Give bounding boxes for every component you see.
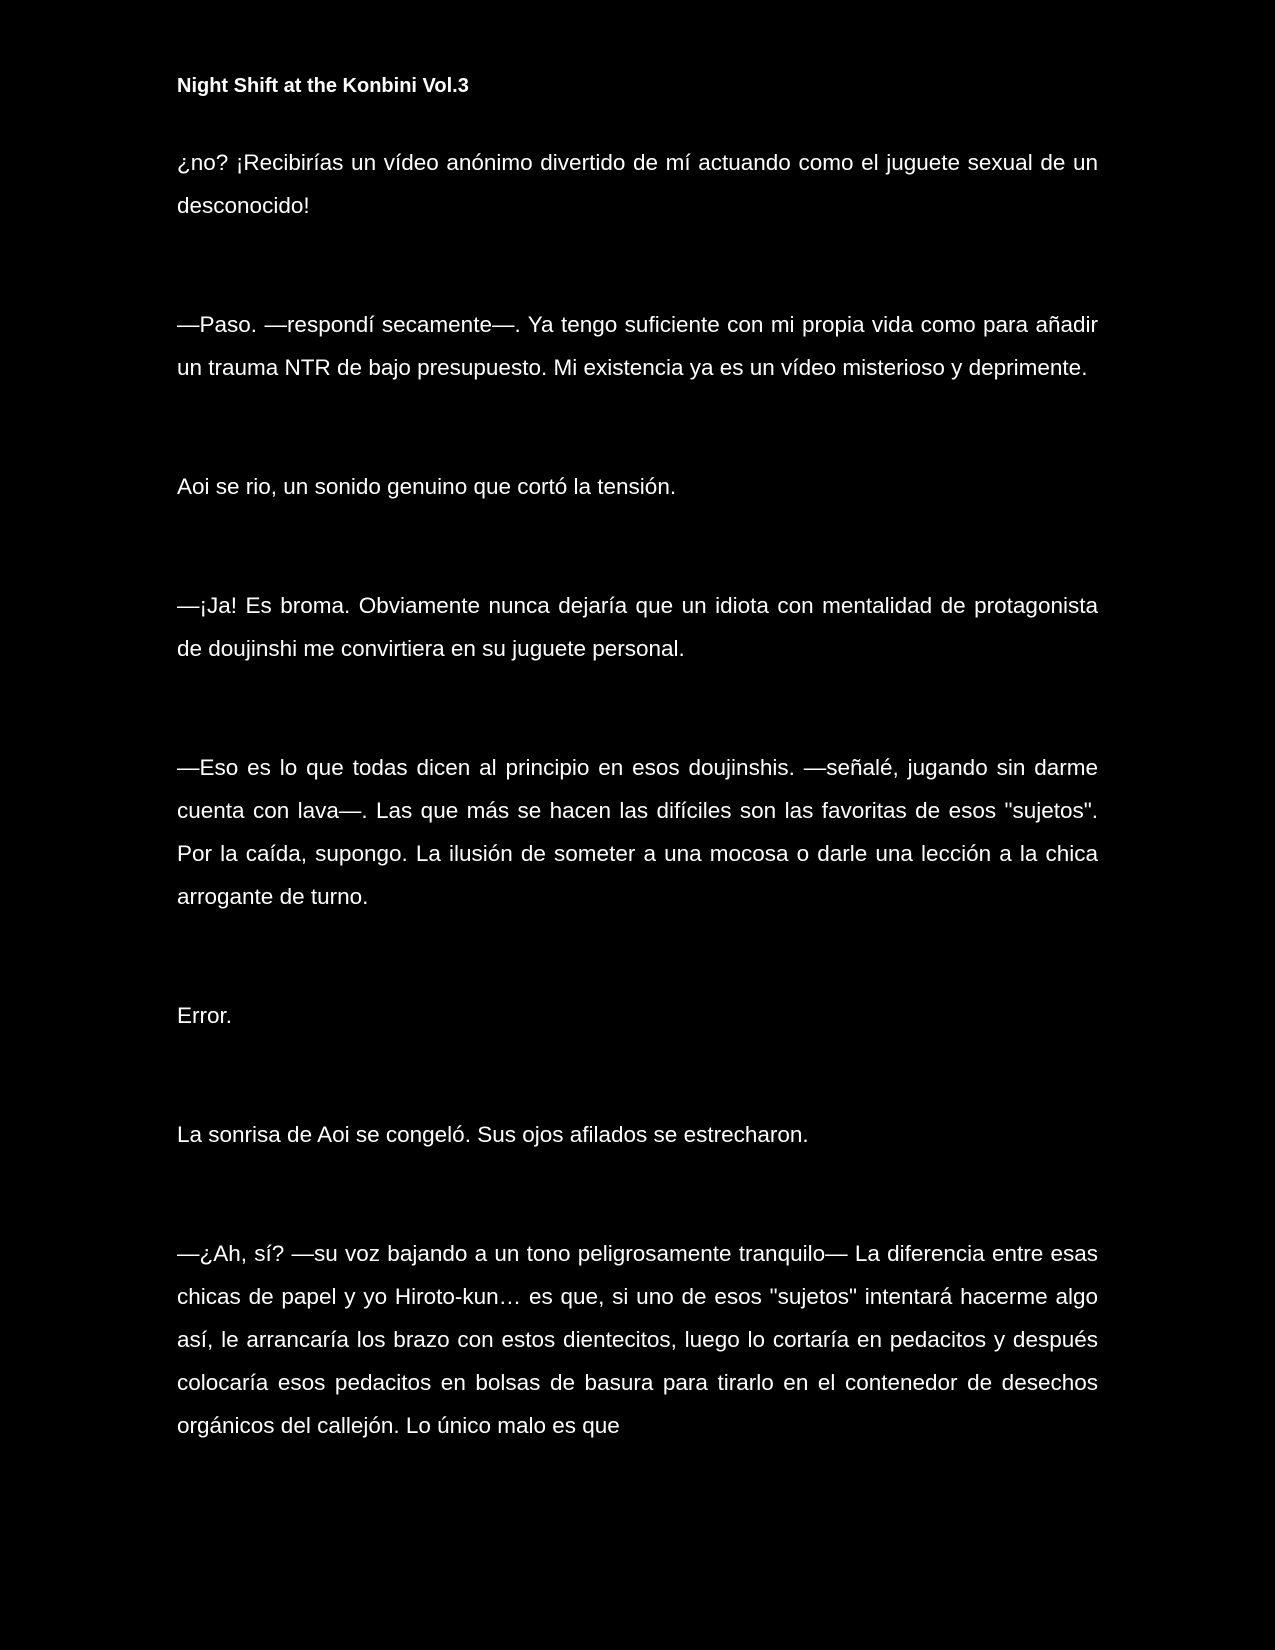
paragraph: ¿no? ¡Recibirías un vídeo anónimo divertido de mí actuando como el juguete sexual de un desconocido! [177, 150, 1098, 218]
paragraph: Error. [177, 1003, 233, 1028]
document-body [177, 141, 1098, 1523]
paragraph: —¡Ja! Es broma. Obviamente nunca dejaría que un idiota con mentalidad de protagonista de doujinshi me convirtiera en su juguete personal. [177, 593, 1098, 661]
paragraph: Aoi se rio, un sonido genuino que cortó la tensión. [177, 474, 677, 499]
document-page [177, 0, 1098, 1650]
paragraph: La sonrisa de Aoi se congeló. Sus ojos afilados se estrecharon. [177, 1122, 809, 1147]
running-header: Night Shift at the Konbini Vol.3 [177, 75, 469, 97]
paragraph: —Eso es lo que todas dicen al principio en esos doujinshis. —señalé, jugando sin darme cuenta con lava—. Las que más se hacen las difíciles son las favoritas de esos "sujetos". Por la caída, supongo. La ilusión de someter a una mocosa o darle una lección a la chica arrogante de turno. [177, 755, 1098, 909]
paragraph: —¿Ah, sí? —su voz bajando a un tono peligrosamente tranquilo— La diferencia entre esas chicas de papel y yo Hiroto-kun… es que, si uno de esos "sujetos" intentará hacerme algo así, le arrancaría los brazo con estos dientecitos, luego lo cortaría en pedacitos y después colocaría esos pedacitos en bolsas de basura para tirarlo en el contenedor de desechos orgánicos del callejón. Lo único malo es que [177, 1241, 1098, 1438]
paragraph: —Paso. —respondí secamente—. Ya tengo suficiente con mi propia vida como para añadir un trauma NTR de bajo presupuesto. Mi existencia ya es un vídeo misterioso y deprimente. [177, 312, 1098, 380]
